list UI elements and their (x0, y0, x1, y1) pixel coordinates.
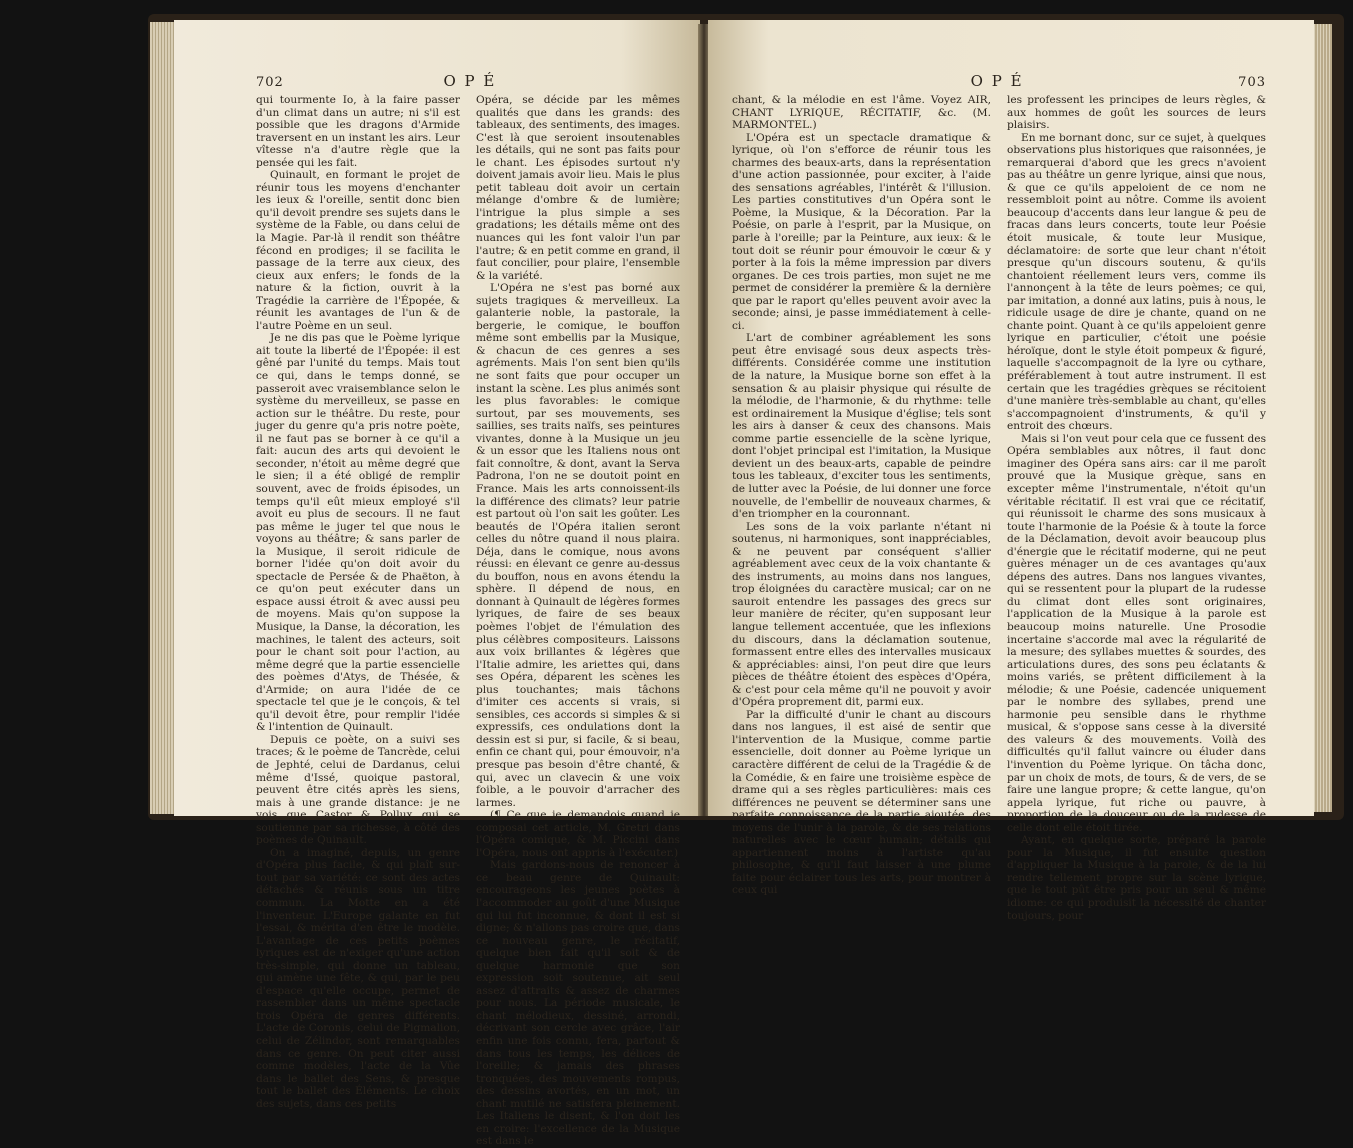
paragraph: les professent les principes de leurs règles, & aux hommes de goût les sources de leurs plaisirs. (1007, 94, 1266, 132)
paragraph: Par la difficulté d'unir le chant au discours dans nos langues, il est aisé de sentir que l'intervention de la Musique, comme partie essencielle, doit donner au Poème lyrique un caractère différent de celui de la Tragédie & de la Comédie, & en faire une troisième espèce de drame qui a ses règles particulières: mais ces différences ne peuvent se déterminer sans une parfaite connoissance de la partie ajoutée, des moyens de l'unir à la parole, & de ses relations naturelles avec le cœur humain; détails qui appartiennent moins à l'artiste qu'au philosophe, & qu'il faut laisser à une plume faite pour éclairer tous les arts, pour montrer à ceux qui (732, 708, 991, 897)
paragraph: Les sons de la voix parlante n'étant ni soutenus, ni harmoniques, sont inappréciables, & ne peuvent par conséquent s'allier agréablement avec ceux de la voix chantante & des instruments, au moins dans nos langues, trop éloignées du caractère musical; car on ne sauroit entendre les passages des grecs sur leur manière de réciter, qu'en supposant leur langue tellement accentuée, que les inflexions du discours, dans la déclamation soutenue, formassent entre elles des intervalles musicaux & appréciables: ainsi, l'on peut dire que leurs pièces de théâtre étoient des espèces d'Opéra, & c'est pour cela même qu'il ne pouvoit y avoir d'Opéra proprement dit, parmi eux. (732, 520, 991, 709)
paragraph: Mais gardons-nous de renoncer à ce beau genre de Quinault: encourageons les jeunes poètes à l'accommoder au goût d'une Musique qui lui fut inconnue, & dont il est si digne; & n'allons pas croire que, dans ce nouveau genre, le récitatif, quelque bien fait qu'il soit & de quelque harmonie que son expression soit soutenue, ait seul assez d'attraits & assez de charmes pour nous. La période musicale, le chant mélodieux, dessiné, arrondi, décrivant son cercle avec grâce, l'air enfin une fois connu, fera, partout & dans tous les temps, les délices de l'oreille; & jamais des phrases tronquées, des mouvements rompus, des dessins avortés, en un mot, un chant mutilé ne satisfera pleinement. Les Italiens le disent, & l'on doit les en croire: l'excellence de la Musique est dans le (476, 859, 680, 1148)
left-page-number: 702 (256, 75, 284, 90)
paragraph: Ayant, en quelque sorte, préparé la parole pour la Musique, il fut ensuite question d'appliquer la Musique à la parole, & de la lui rendre tellement propre sur la scène lyrique, que le tout pût être pris pour un seul & même idiome: ce qui produisit la nécessité de chanter toujours, pour (1007, 834, 1266, 922)
left-running-title: O P É (443, 72, 497, 90)
right-column-1 (732, 94, 991, 922)
left-column-1 (256, 94, 460, 1148)
paragraph: Quinault, en formant le projet de réunir tous les moyens d'enchanter les ieux & l'oreille, sentit donc bien qu'il devoit prendre ses sujets dans le système de la Fable, ou dans celui de la Magie. Par-là il rendit son théâtre fécond en prodiges; il se facilita le passage de la terre aux cieux, des cieux aux enfers; le fonds de la nature & la fiction, ouvrit à la Tragédie la carrière de l'Épopée, & réunit les avantages de l'un & de l'autre Poème en un seul. (256, 169, 460, 332)
right-page (708, 20, 1314, 922)
right-running-title: O P É (970, 72, 1024, 90)
paragraph: Je ne dis pas que le Poème lyrique ait toute la liberté de l'Épopée: il est gêné par l'unité du temps. Mais tout ce qui, dans le temps donné, se passeroit avec vraisemblance selon le système du merveilleux, se passe en action sur le théâtre. Du reste, pour juger du genre qu'a pris notre poète, il ne faut pas se borner à ce qu'il a fait: aucun des arts qui devoient le seconder, n'étoit au même degré que le sien; il a été obligé de remplir souvent, avec de froids épisodes, un temps qu'il eût mieux employé s'il avoit eu plus de secours. Il ne faut pas même le juger tel que nous le voyons au théâtre; & sans parler de la Musique, il seroit ridicule de borner l'idée qu'on doit avoir du spectacle de Persée & de Phaëton, à ce qu'on peut exécuter dans un espace aussi étroit & avec aussi peu de moyens. Mais qu'on suppose la Musique, la Danse, la décoration, les machines, le talent des acteurs, soit pour le chant soit pour l'action, au même degré que la partie essencielle des poèmes d'Atys, de Thésée, & d'Armide; on aura l'idée de ce spectacle tel que je le conçois, & tel qu'il devoit être, pour remplir l'idée & l'intention de Quinault. (256, 332, 460, 734)
right-page-edges (1312, 24, 1332, 812)
right-column-2 (1007, 94, 1266, 922)
paragraph: chant, & la mélodie en est l'âme. Voyez AIR, CHANT LYRIQUE, RÉCITATIF, &c. (M. MARMONTEL.) (732, 94, 991, 132)
paragraph: En me bornant donc, sur ce sujet, à quelques observations plus historiques que raisonnées, je remarquerai d'abord que les grecs n'avoient pas au théâtre un genre lyrique, ainsi que nous, & que ce qu'ils appeloient de ce nom ne ressembloit point au nôtre. Comme ils avoient beaucoup d'accents dans leur langue & peu de fracas dans leurs concerts, toute leur Poésie étoit musicale, & toute leur Musique, déclamatoire: de sorte que leur chant n'étoit presque qu'un discours soutenu, & qu'ils chantoient réellement leurs vers, comme ils l'annonçent à la tête de leurs poèmes; ce qui, par imitation, a donné aux latins, puis à nous, le ridicule usage de dire je chante, quand on ne chante point. Quant à ce qu'ils appeloient genre lyrique en particulier, c'étoit une poésie héroïque, dont le style étoit pompeux & figuré, laquelle s'accompagnoit de la lyre ou cythare, préférablement à tout autre instrument. Il est certain que les tragédies grèques se récitoient d'une manière très-semblable au chant, qu'elles s'accompagnoient d'instruments, & qu'il y entroit des chœurs. (1007, 131, 1266, 433)
paragraph: L'Opéra est un spectacle dramatique & lyrique, où l'on s'efforce de réunir tous les charmes des beaux-arts, dans la représentation d'une action passionnée, pour exciter, à l'aide des sensations agréables, l'intérêt & l'illusion. Les parties constitutives d'un Opéra sont le Poème, la Musique, & la Décoration. Par la Poésie, on parle à l'esprit, par la Musique, on parle à l'oreille; par la Peinture, aux ieux: & le tout doit se réunir pour émouvoir le cœur & y porter à la fois la même impression par divers organes. De ces trois parties, mon sujet ne me permet de considérer la première & la dernière que par le raport qu'elles peuvent avoir avec la seconde; ainsi, je passe immédiatement à celle-ci. (732, 131, 991, 332)
left-column-2 (476, 94, 680, 1148)
right-page-number: 703 (1238, 75, 1266, 90)
paragraph: L'art de combiner agréablement les sons peut être envisagé sous deux aspects très-différents. Considérée comme une institution de la nature, la Musique borne son effet à la sensation & au plaisir physique qui résulte de la mélodie, de l'harmonie, & du rhythme: telle est ordinairement la Musique d'église; tels sont les airs à danser & ceux des chansons. Mais comme partie essencielle de la scène lyrique, dont l'objet principal est l'imitation, la Musique devient un des beaux-arts, capable de peindre tous les tableaux, d'exciter tous les sentiments, de lutter avec la Poésie, de lui donner une force nouvelle, de l'embellir de nouveaux charmes, & d'en triompher en la couronnant. (732, 332, 991, 521)
paragraph: Opéra, se décide par les mêmes qualités que dans les grands: des tableaux, des sentiments, des images. C'est là que seroient insoutenables les détails, qui ne sont pas faits pour le chant. Les épisodes surtout n'y doivent jamais avoir lieu. Mais le plus petit tableau doit avoir un certain mélange d'ombre & de lumière; l'intrigue la plus simple a ses gradations; les détails même ont des nuances qui les font valoir l'un par l'autre; & en petit comme en grand, il faut concilier, pour plaire, l'ensemble & la variété. (476, 94, 680, 282)
paragraph: Depuis ce poète, on a suivi ses traces; & le poème de Tancrède, celui de Jephté, celui de Dardanus, celui même d'Issé, quoique pastoral, peuvent être cités après les siens, mais à une grande distance: je ne vois que Castor & Pollux qui se soutienne par sa richesse, à côté des poèmes de Quinault. (256, 733, 460, 847)
left-running-head (256, 72, 680, 90)
paragraph: On a imaginé, depuis, un genre d'Opéra plus facile, & qui plaît sur-tout par sa variété: ce sont des actes détachés & réunis sous un titre commun. La Motte en a été l'inventeur. L'Europe galante en fut l'essai, & mérita d'en être le modèle. L'avantage de ces petits poèmes lyriques est de n'exiger qu'une action très-simple, qui donne un tableau, qui amène une fête, & qui, par le peu d'espace qu'elle occupe, permet de rassembler dans un même spectacle trois Opéra de genres différents. L'acte de Coronis, celui de Pigmalion, celui de Zélindor, sont remarquables dans ce genre. On peut citer aussi comme modèles, l'acte de la Vûe dans le ballet des Sens, & presque tout le ballet des Éléments. Le choix des sujets, dans ces petits (256, 846, 460, 1110)
left-page-edges (150, 22, 176, 814)
right-running-head (732, 72, 1266, 90)
paragraph: Mais si l'on veut pour cela que ce fussent des Opéra semblables aux nôtres, il faut donc imaginer des Opéra sans airs: car il me paroît prouvé que la Musique grèque, sans en excepter même l'instrumentale, n'étoit qu'un véritable récitatif. Il est vrai que ce récitatif, qui réunissoit le charme des sons musicaux à toute l'harmonie de la Poésie & à toute la force de la Déclamation, devoit avoir beaucoup plus d'énergie que le récitatif moderne, qui ne peut guères ménager un de ces avantages qu'aux dépens des autres. Dans nos langues vivantes, qui se ressentent pour la plupart de la rudesse du climat dont elles sont originaires, l'application de la Musique à la parole est beaucoup moins naturelle. Une Prosodie incertaine s'accorde mal avec la régularité de la mesure; des syllabes muettes & sourdes, des articulations dures, des sons peu éclatants & moins variés, se prêtent difficilement à la mélodie; & une Poésie, cadencée uniquement par le nombre des syllabes, prend une harmonie peu sensible dans le rhythme musical, & s'oppose sans cesse à la diversité des valeurs & des mouvements. Voilà des difficultés qu'il fallut vaincre ou éluder dans l'invention du Poème lyrique. On tâcha donc, par un choix de mots, de tours, & de vers, de se faire une langue propre; & cette langue, qu'on appela lyrique, fut riche ou pauvre, à proportion de la douceur ou de la rudesse de celle dont elle étoit tirée. (1007, 432, 1266, 834)
paragraph: (¶ Ce que je demandois quand je composai cet article, M. Gretri dans l'Opéra comique, & M. Piccini dans l'Opéra, nous ont appris à l'exécuter.) (476, 809, 680, 859)
left-page (174, 20, 700, 1148)
paragraph: L'Opéra ne s'est pas borné aux sujets tragiques & merveilleux. La galanterie noble, la pastorale, la bergerie, le comique, le bouffon même sont embellis par la Musique, & chacun de ces genres a ses agréments. Mais l'on sent bien qu'ils ne sont faits que pour occuper un instant la scène. Les plus animés sont les plus favorables: le comique surtout, par ses mouvements, ses saillies, ses traits naïfs, ses peintures vivantes, donne à la Musique un jeu & un essor que les Italiens nous ont fait connoître, & dont, avant la Serva Padrona, l'on ne se doutoit point en France. Mais les arts connoissent-ils la différence des climats? leur patrie est partout où l'on sait les goûter. Les beautés de l'Opéra italien seront celles du nôtre quand il nous plaira. Déja, dans le comique, nous avons réussi: en élevant ce genre au-dessus du bouffon, nous en avons étendu la sphère. Il dépend de nous, en donnant à Quinault de légères formes lyriques, de faire de ses beaux poèmes l'objet de l'émulation des plus célèbres compositeurs. Laissons aux voix brillantes & légères que l'Italie admire, les ariettes qui, dans ses Opéra, déparent les scènes les plus touchantes; mais tâchons d'imiter ces accents si vrais, si sensibles, ces accords si simples & si expressifs, ces ondulations dont la dessin est si pur, si facile, & si beau, enfin ce chant qui, pour émouvoir, n'a presque pas besoin d'être chanté, & qui, avec un clavecin & une voix foible, a le pouvoir d'arracher des larmes. (476, 282, 680, 809)
paragraph: qui tourmente Io, à la faire passer d'un climat dans un autre; ni s'il est possible que les dragons d'Armide traversent en un instant les airs. Leur vîtesse n'a d'autre règle que la pensée qui les fait. (256, 94, 460, 169)
